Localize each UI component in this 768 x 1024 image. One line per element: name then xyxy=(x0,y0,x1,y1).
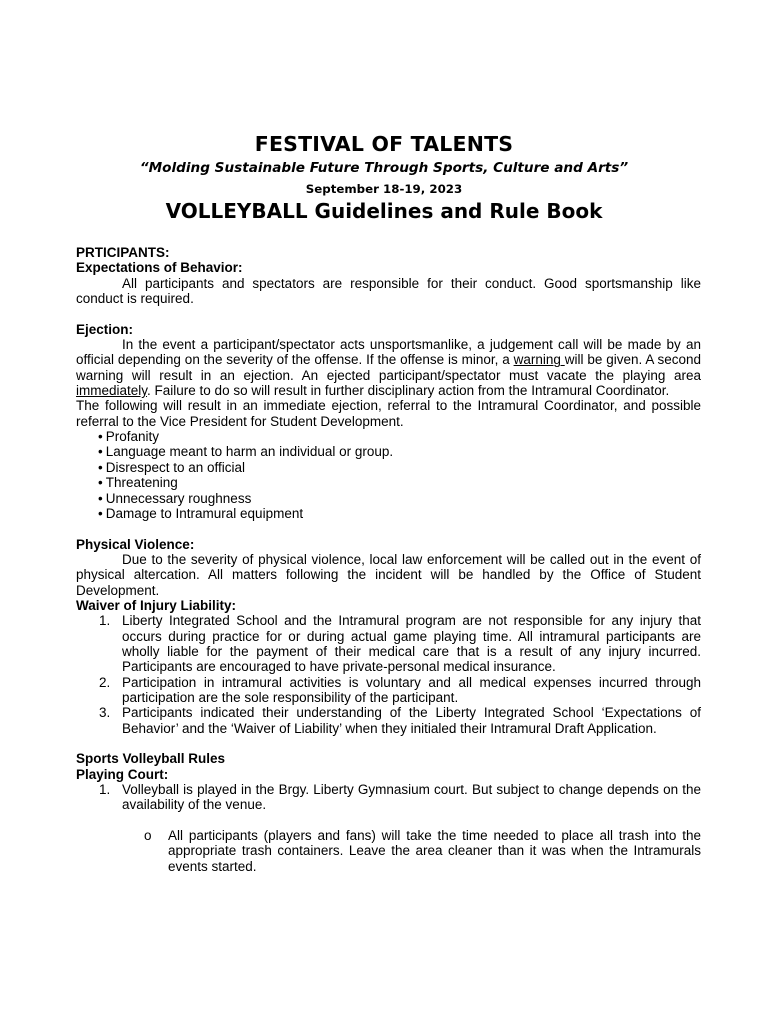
playing-court-subitem xyxy=(76,828,701,874)
list-item-text: Disrespect to an official xyxy=(105,459,246,475)
spacer xyxy=(76,813,701,828)
item-number: 2. xyxy=(99,674,111,690)
ejection-heading: Ejection: xyxy=(76,321,134,337)
expectations-heading: Expectations of Behavior: xyxy=(76,260,243,276)
list-item-text: Liberty Integrated School and the Intramural program are not responsible for any injury that occurs during practice for or during actual game playing time. All intramural participants are wholly liable for the payment of their medical care that is a result of any injury incurred. Participants are encouraged to have private-personal medical insurance. xyxy=(122,613,701,675)
list-item-text: Participation in intramural activities is voluntary and all medical expenses incurred through participation are the sole responsibility of the participant. xyxy=(122,674,701,705)
playing-court-heading: Playing Court: xyxy=(76,766,169,782)
immediately-underlined: immediately xyxy=(76,383,148,399)
subitem-text: All participants (players and fans) will take the time needed to place all trash into the appropriate trash containers. Leave the area cleaner than it was when the Intramurals events started. xyxy=(168,828,701,874)
list-item-text: Threatening xyxy=(105,475,178,491)
bullet-icon: • xyxy=(98,505,103,521)
list-item xyxy=(76,475,701,490)
ejection-text-b: will be given. A second warning will result in an ejection. An ejected participant/spectator must vacate the playing area xyxy=(76,352,701,383)
list-item xyxy=(76,429,701,444)
bullet-icon: • xyxy=(98,444,103,460)
expectations-paragraph: All participants and spectators are responsible for their conduct. Good sportsmanship like conduct is required. xyxy=(76,275,701,307)
rulebook-title: VOLLEYBALL Guidelines and Rule Book xyxy=(165,199,603,223)
document-subtitle: “Molding Sustainable Future Through Sports, Culture and Arts” xyxy=(139,160,629,176)
list-item xyxy=(76,491,701,506)
list-item xyxy=(76,675,701,706)
list-item-text: Damage to Intramural equipment xyxy=(105,505,304,521)
rules-heading: Sports Volleyball Rules xyxy=(76,751,226,767)
ejection-text-c: . Failure to do so will result in further disciplinary action from the Intramural Coordinator. xyxy=(147,383,670,399)
list-item xyxy=(76,782,701,813)
physical-violence-heading: Physical Violence: xyxy=(76,536,195,552)
ejection-text-a: In the event a participant/spectator acts unsportsmanlike, a judgement call will be made by an official depending on the severity of the offense. If the offense is minor, a xyxy=(76,337,701,368)
list-item xyxy=(76,613,701,674)
list-item-text: Volleyball is played in the Brgy. Liberty Gymnasium court. But subject to change depends on the availability of the venue. xyxy=(122,782,701,813)
ejection-paragraph xyxy=(76,337,701,398)
list-item xyxy=(76,506,701,521)
playing-court-list xyxy=(76,782,701,813)
bullet-icon: • xyxy=(98,475,103,491)
spacer xyxy=(76,521,701,536)
bullet-icon: • xyxy=(98,490,103,506)
bullet-icon: • xyxy=(98,459,103,475)
ejection-list-intro: The following will result in an immediate ejection, referral to the Intramural Coordinator, and possible referral to the Vice President for Student Development. xyxy=(76,398,701,429)
list-item xyxy=(76,705,701,736)
document-title: FESTIVAL OF TALENTS xyxy=(254,132,514,156)
document-body xyxy=(76,245,701,874)
waiver-heading: Waiver of Injury Liability: xyxy=(76,597,237,613)
spacer xyxy=(76,306,701,321)
list-item-text: Unnecessary roughness xyxy=(105,490,252,506)
list-item-text: Participants indicated their understanding of the Liberty Integrated School ‘Expectations of Behavior’ and the ‘Waiver of Liability’ when they initialed their Intramural Draft Application. xyxy=(122,705,701,736)
bullet-icon: • xyxy=(98,429,103,445)
list-item-text: Profanity xyxy=(105,429,160,445)
list-item-text: Language meant to harm an individual or group. xyxy=(105,444,394,460)
ejection-list xyxy=(76,429,701,521)
item-number: 3. xyxy=(99,705,111,721)
warning-underlined: warning xyxy=(513,352,565,368)
list-item xyxy=(76,460,701,475)
list-item xyxy=(76,444,701,459)
spacer xyxy=(76,736,701,751)
item-number: 1. xyxy=(99,782,111,798)
waiver-list xyxy=(76,613,701,736)
item-number: 1. xyxy=(99,613,111,629)
sub-bullet-icon: o xyxy=(144,828,152,844)
event-date: September 18-19, 2023 xyxy=(305,182,463,196)
participants-heading: PRTICIPANTS: xyxy=(76,245,170,260)
physical-violence-paragraph: Due to the severity of physical violence, local law enforcement will be called out in the event of physical altercation. All matters following the incident will be handled by the Office of Student Development. xyxy=(76,551,701,598)
